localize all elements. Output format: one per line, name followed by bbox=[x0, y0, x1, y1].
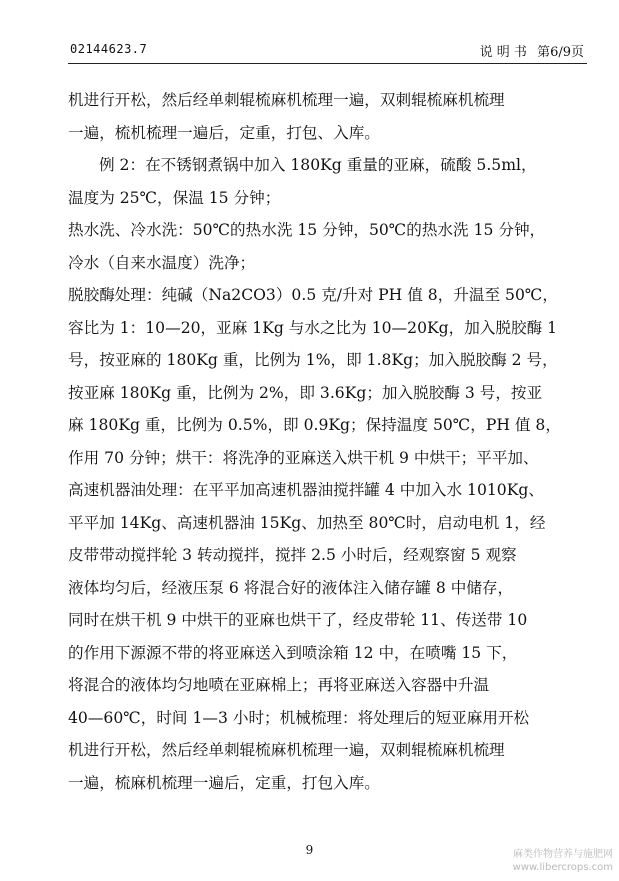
header-divider bbox=[68, 63, 587, 64]
body-line: 冷水（自来水温度）洗净； bbox=[68, 253, 256, 272]
body-line: 平平加 14Kg、高速机器油 15Kg、加热至 80℃时，启动电机 1，经 bbox=[68, 513, 546, 532]
body-line: 作用 70 分钟；烘干：将洗净的亚麻送入烘干机 9 中烘干；平平加、 bbox=[68, 448, 539, 467]
page-number: 9 bbox=[305, 843, 314, 857]
body-line: 号，按亚麻的 180Kg 重，比例为 1%，即 1.8Kg；加入脱胶酶 2 号， bbox=[68, 351, 558, 369]
body-line: 容比为 1：10—20，亚麻 1Kg 与水之比为 10—20Kg，加入脱胶酶 1 bbox=[68, 318, 558, 337]
example-2-heading-line: 例 2：在不锈钢煮锅中加入 180Kg 重量的亚麻，硫酸 5.5ml， bbox=[99, 156, 537, 174]
header-right bbox=[474, 41, 584, 60]
body-line: 一遍，梳麻机梳理一遍后，定重，打包入库。 bbox=[68, 773, 380, 792]
body-line: 温度为 25℃，保温 15 分钟； bbox=[68, 188, 281, 207]
body-line: 液体均匀后，经液压泵 6 将混合好的液体注入储存罐 8 中储存， bbox=[68, 578, 514, 597]
watermark bbox=[513, 848, 613, 874]
description-body bbox=[68, 84, 588, 799]
body-line: 高速机器油处理：在平平加高速机器油搅拌罐 4 中加入水 1010Kg、 bbox=[68, 481, 544, 499]
body-line: 一遍，梳机梳理一遍后，定重，打包、入库。 bbox=[68, 123, 380, 142]
body-line: 同时在烘干机 9 中烘干的亚麻也烘干了，经皮带轮 11、传送带 10 bbox=[68, 611, 528, 629]
body-line: 将混合的液体均匀地喷在亚麻棉上；再将亚麻送入容器中升温 bbox=[68, 676, 490, 694]
body-line: 的作用下源源不带的将亚麻送入到喷涂箱 12 中，在喷嘴 15 下， bbox=[68, 643, 518, 662]
body-line: 热水洗、冷水洗：50℃的热水洗 15 分钟，50℃的热水洗 15 分钟， bbox=[68, 221, 546, 239]
body-line: 机进行开松，然后经单刺辊梳麻机梳理一遍，双刺辊梳麻机梳理 bbox=[68, 741, 505, 759]
body-line: 机进行开松，然后经单刺辊梳麻机梳理一遍，双刺辊梳麻机梳理 bbox=[68, 91, 505, 109]
body-line: 皮带带动搅拌轮 3 转动搅拌，搅拌 2.5 小时后，经观察窗 5 观察 bbox=[68, 546, 517, 564]
body-line: 麻 180Kg 重，比例为 0.5%，即 0.9Kg；保持温度 50℃，PH 值 8， bbox=[68, 416, 561, 434]
document-type: 说 明 书 bbox=[479, 45, 527, 60]
body-line: 40—60℃，时间 1—3 小时；机械梳理：将处理后的短亚麻用开松 bbox=[68, 708, 530, 727]
page-info: 第6/9页 bbox=[537, 45, 584, 60]
body-line: 按亚麻 180Kg 重，比例为 2%，即 3.6Kg；加入脱胶酶 3 号，按亚 bbox=[68, 383, 543, 402]
body-line: 脱胶酶处理：纯碱（Na2CO3）0.5 克/升对 PH 值 8，升温至 50℃， bbox=[68, 286, 558, 304]
patent-number: 02144623.7 bbox=[70, 42, 148, 56]
watermark-url: www.libercrops.com bbox=[512, 862, 613, 873]
watermark-site-name: 麻类作物营养与施肥网 bbox=[513, 849, 613, 860]
